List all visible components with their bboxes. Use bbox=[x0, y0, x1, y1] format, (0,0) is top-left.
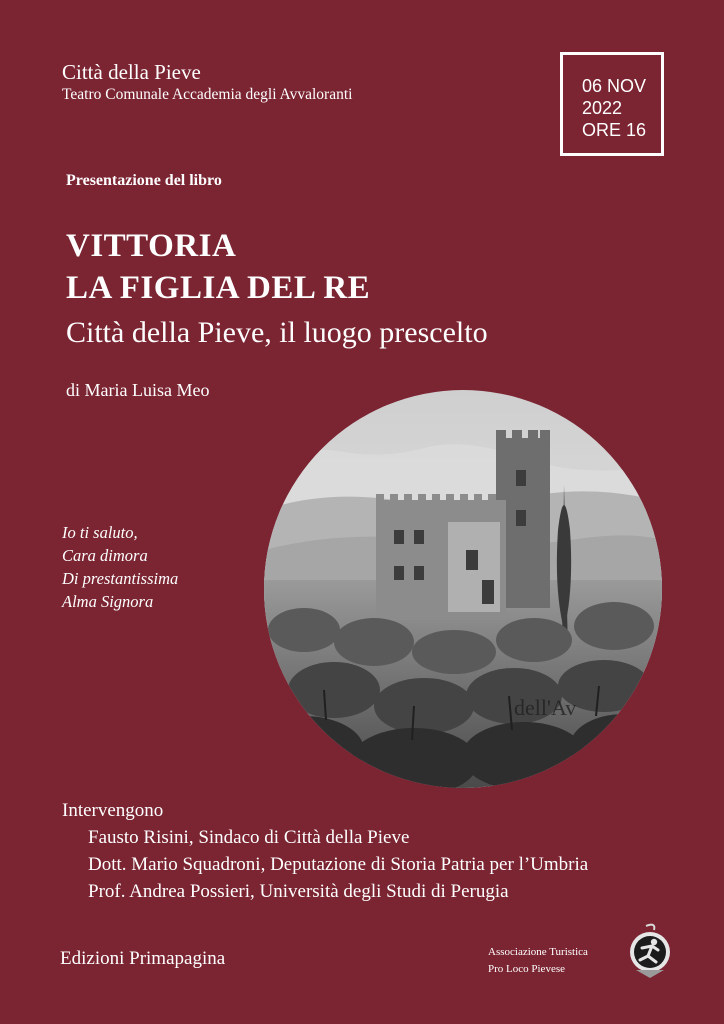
date-day-month: 06 NOV bbox=[582, 76, 647, 96]
book-author: di Maria Luisa Meo bbox=[66, 380, 210, 400]
date-year: 2022 bbox=[582, 98, 623, 118]
association-line-1: Associazione Turistica bbox=[488, 946, 588, 958]
photo-inscription: dell'Av bbox=[514, 695, 577, 720]
speaker-item: Dott. Mario Squadroni, Deputazione di Storia Patria per l’Umbria bbox=[88, 854, 589, 875]
poem-line: Cara dimora bbox=[62, 546, 148, 565]
pro-loco-logo bbox=[626, 922, 674, 980]
book-title-line-1: VITTORIA bbox=[66, 228, 237, 264]
speaker-item: Fausto Risini, Sindaco di Città della Pieve bbox=[88, 827, 410, 848]
castle-photo bbox=[264, 390, 662, 788]
book-title-line-2: LA FIGLIA DEL RE bbox=[66, 270, 371, 306]
event-kicker: Presentazione del libro bbox=[66, 172, 222, 189]
poem-line: Di prestantissima bbox=[62, 569, 179, 588]
association-name bbox=[488, 944, 588, 978]
date-box bbox=[560, 52, 664, 156]
publisher-name: Edizioni Primapagina bbox=[60, 948, 226, 969]
association-line-2: Pro Loco Pievese bbox=[488, 963, 565, 975]
poem-excerpt bbox=[62, 521, 178, 613]
castle-illustration bbox=[264, 390, 662, 788]
venue-city: Città della Pieve bbox=[62, 60, 201, 84]
venue-theatre: Teatro Comunale Accademia degli Avvaloranti bbox=[62, 86, 353, 103]
speakers-heading: Intervengono bbox=[62, 800, 164, 821]
event-time: ORE 16 bbox=[582, 120, 647, 140]
poem-line: Alma Signora bbox=[62, 592, 154, 611]
book-subtitle: Città della Pieve, il luogo prescelto bbox=[66, 316, 488, 349]
speaker-item: Prof. Andrea Possieri, Università degli Studi di Perugia bbox=[88, 881, 509, 902]
poem-line: Io ti saluto, bbox=[62, 523, 138, 542]
